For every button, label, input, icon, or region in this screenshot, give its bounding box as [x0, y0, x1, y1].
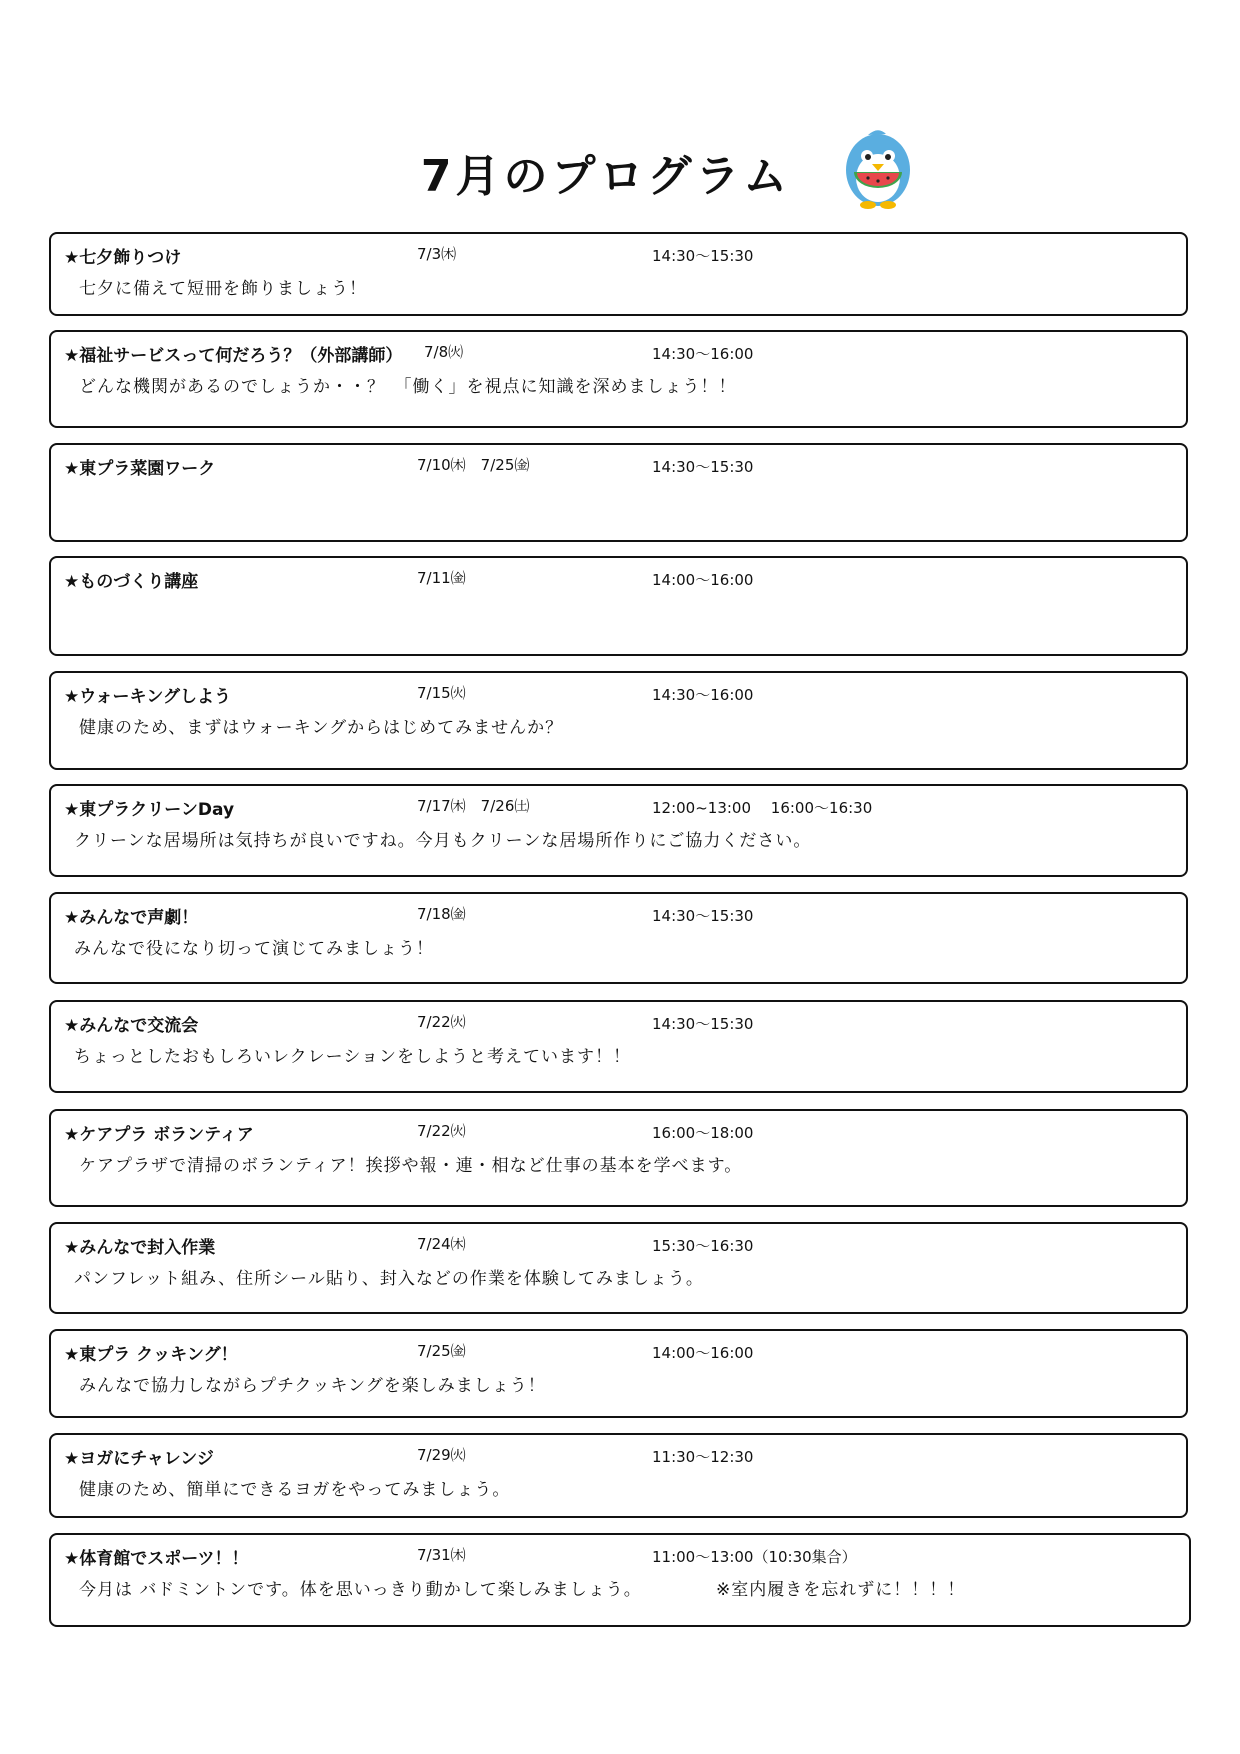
program-title: ★東プラ クッキング！	[64, 1345, 238, 1365]
program-card	[49, 1000, 1188, 1093]
program-description: ケアプラザで清掃のボランティア！挨拶や報・連・相など仕事の基本を学べます。	[79, 1156, 743, 1176]
program-card	[49, 1222, 1188, 1314]
program-title: ★みんなで声劇！	[64, 908, 199, 928]
program-title: ★福祉サービスって何だろう？（外部講師）	[64, 346, 403, 366]
program-date: 7/10㈭ 7/25㈮	[417, 456, 530, 474]
program-card	[49, 443, 1188, 542]
program-title: ★東プラクリーンDay	[64, 800, 235, 820]
program-description: パンフレット組み、住所シール貼り、封入などの作業を体験してみましょう。	[74, 1269, 704, 1289]
program-date: 7/11㈮	[417, 569, 466, 587]
program-card	[49, 784, 1188, 877]
program-date: 7/31㈭	[417, 1546, 466, 1564]
program-title: ★ヨガにチャレンジ	[64, 1449, 214, 1469]
program-description: クリーンな居場所は気持ちが良いですね。今月もクリーンな居場所作りにご協力ください。	[74, 831, 812, 851]
program-card	[49, 892, 1188, 984]
program-note: ※室内履きを忘れずに！！！！	[716, 1580, 966, 1600]
program-time: 14:30〜16:00	[652, 345, 754, 363]
program-time: 11:30〜12:30	[652, 1448, 754, 1466]
program-date: 7/24㈭	[417, 1235, 466, 1253]
program-date: 7/3㈭	[417, 245, 457, 263]
program-title: ★ものづくり講座	[64, 572, 199, 592]
program-date: 7/22㈫	[417, 1122, 466, 1140]
program-description: ちょっとしたおもしろいレクレーションをしようと考えています！！	[74, 1047, 631, 1067]
program-time: 12:00~13:00 16:00〜16:30	[652, 799, 873, 817]
program-card	[49, 232, 1188, 316]
penguin-eating-watermelon-icon	[838, 126, 918, 210]
program-card	[49, 1329, 1188, 1418]
program-description: 健康のため、まずはウォーキングからはじめてみませんか？	[79, 718, 564, 738]
program-title: ★七夕飾りつけ	[64, 248, 182, 268]
program-title: ★みんなで封入作業	[64, 1238, 216, 1258]
program-time: 15:30〜16:30	[652, 1237, 754, 1255]
program-card	[49, 671, 1188, 770]
program-time: 16:00〜18:00	[652, 1124, 754, 1142]
program-description: 健康のため、簡単にできるヨガをやってみましょう。	[79, 1480, 511, 1500]
program-card	[49, 556, 1188, 656]
program-description: みんなで役になり切って演じてみましょう！	[74, 939, 434, 959]
program-date: 7/25㈮	[417, 1342, 466, 1360]
program-date: 7/18㈮	[417, 905, 466, 923]
program-time: 14:30〜15:30	[652, 247, 754, 265]
program-card	[49, 1533, 1191, 1627]
program-title: ★東プラ菜園ワーク	[64, 459, 216, 479]
program-date: 7/29㈫	[417, 1446, 466, 1464]
program-time: 14:30〜15:30	[652, 907, 754, 925]
program-description: 七夕に備えて短冊を飾りましょう！	[79, 279, 367, 299]
program-title: ★体育館でスポーツ！！	[64, 1549, 249, 1569]
program-time: 14:00〜16:00	[652, 571, 754, 589]
program-time: 14:30〜15:30	[652, 1015, 754, 1033]
program-title: ★ウォーキングしよう	[64, 687, 232, 707]
program-date: 7/15㈫	[417, 684, 466, 702]
program-title: ★ケアプラ ボランティア	[64, 1125, 254, 1145]
program-card	[49, 1433, 1188, 1518]
program-time: 14:00〜16:00	[652, 1344, 754, 1362]
program-date: 7/17㈭ 7/26㈯	[417, 797, 530, 815]
program-title: ★みんなで交流会	[64, 1016, 199, 1036]
program-time: 11:00〜13:00（10:30集合）	[652, 1548, 857, 1566]
page-title: 7月のプログラム	[420, 151, 792, 202]
program-description: みんなで協力しながらプチクッキングを楽しみましょう！	[79, 1376, 546, 1396]
program-date: 7/8㈫	[424, 343, 464, 361]
program-time: 14:30〜16:00	[652, 686, 754, 704]
program-description: どんな機関があるのでしょうか・・？ 「働く」を視点に知識を深めましょう！！	[79, 377, 737, 397]
program-card	[49, 1109, 1188, 1207]
program-card	[49, 330, 1188, 428]
program-description: 今月は バドミントンです。体を思いっきり動かして楽しみましょう。	[79, 1580, 642, 1600]
program-date: 7/22㈫	[417, 1013, 466, 1031]
program-time: 14:30〜15:30	[652, 458, 754, 476]
